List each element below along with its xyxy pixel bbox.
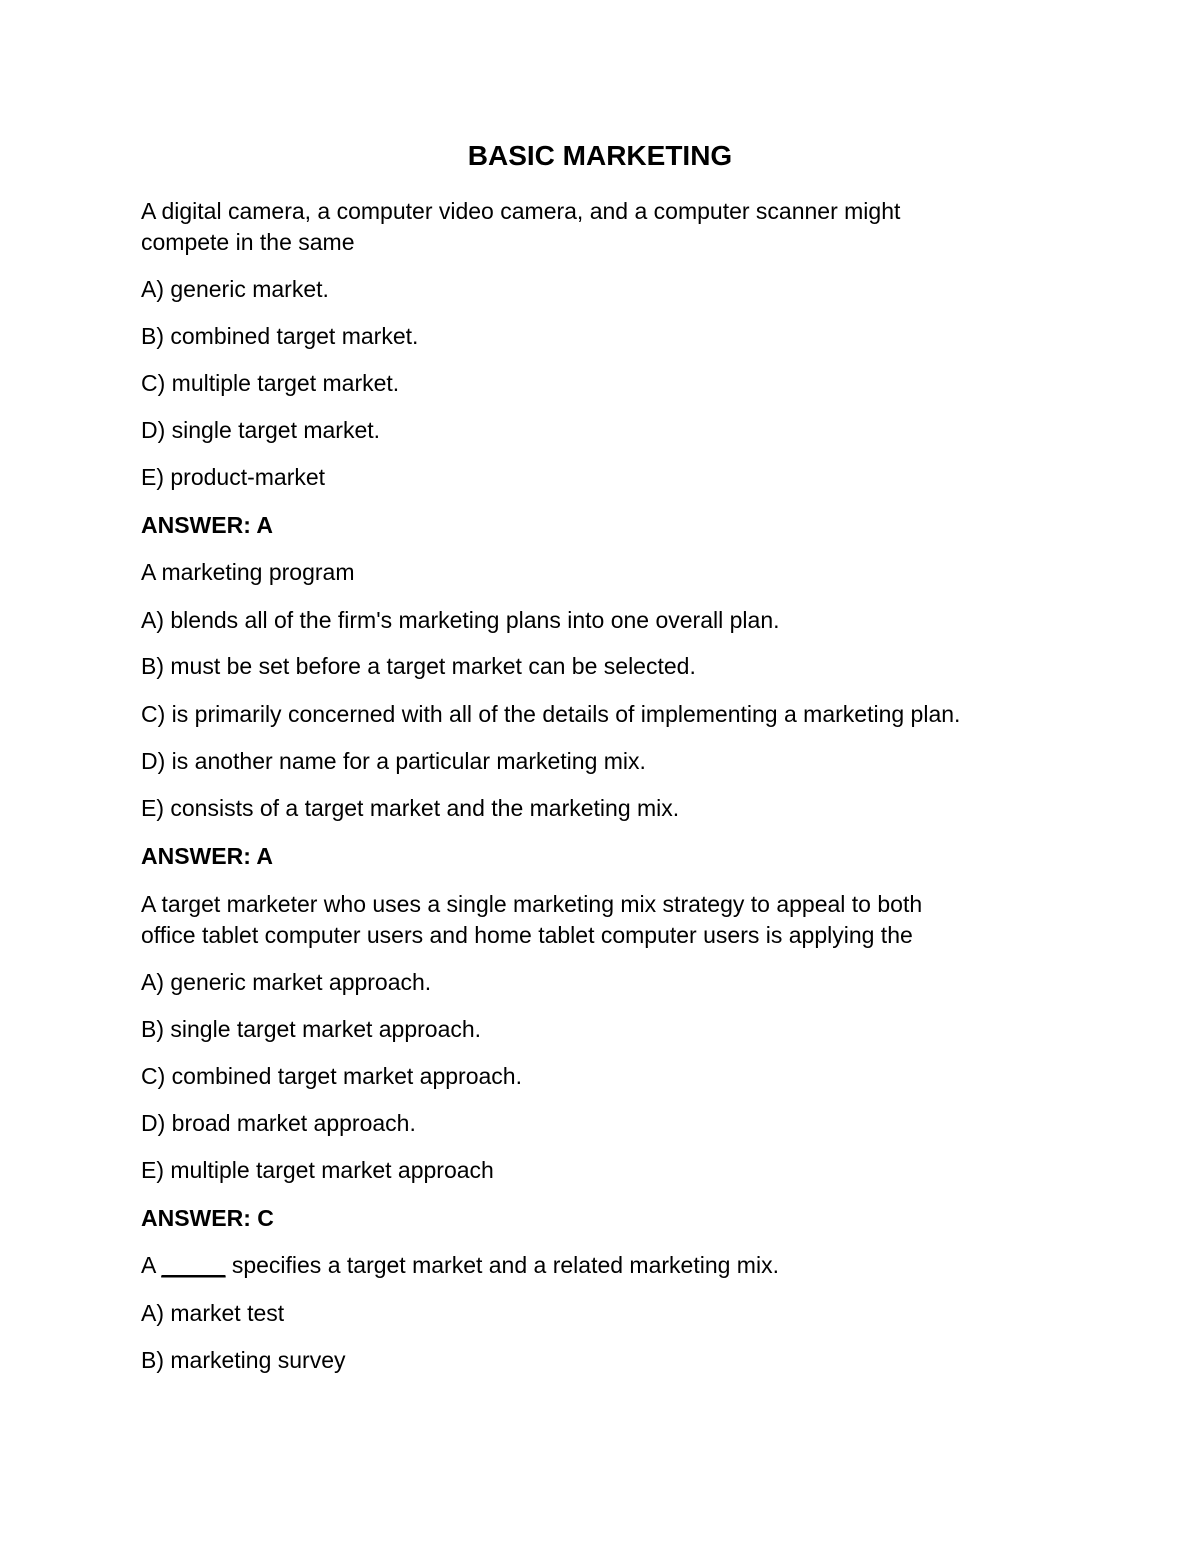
question-3-option-b: B) single target market approach. bbox=[141, 1016, 482, 1042]
question-2-answer: ANSWER: A bbox=[141, 843, 274, 869]
question-4-blank: _____ bbox=[161, 1252, 226, 1278]
question-1-option-a: A) generic market. bbox=[141, 276, 329, 302]
question-3-option-a: A) generic market approach. bbox=[141, 969, 432, 995]
question-3-option-d: D) broad market approach. bbox=[141, 1110, 416, 1136]
question-4-stem bbox=[141, 1250, 1071, 1281]
question-2-option-e: E) consists of a target market and the marketing mix. bbox=[141, 795, 680, 821]
question-3-stem-line-1: A target marketer who uses a single marketing mix strategy to appeal to both bbox=[141, 891, 923, 917]
question-3-answer: ANSWER: C bbox=[141, 1205, 274, 1231]
document-title: BASIC MARKETING bbox=[467, 140, 733, 171]
question-2-stem-line-1: A marketing program bbox=[141, 559, 355, 585]
question-4-option-b: B) marketing survey bbox=[141, 1347, 346, 1373]
question-3-option-c: C) combined target market approach. bbox=[141, 1063, 522, 1089]
question-1-stem-line-1: A digital camera, a computer video camera, and a computer scanner might bbox=[141, 198, 901, 224]
question-4-option-a: A) market test bbox=[141, 1300, 285, 1326]
question-1-answer: ANSWER: A bbox=[141, 512, 274, 538]
question-1-stem-line-2: compete in the same bbox=[141, 229, 355, 255]
question-2-option-c: C) is primarily concerned with all of the details of implementing a marketing plan. bbox=[141, 701, 961, 727]
question-4-stem-rest: specifies a target market and a related marketing mix. bbox=[225, 1252, 779, 1278]
question-3-stem-line-2: office tablet computer users and home tablet computer users is applying the bbox=[141, 922, 913, 948]
question-1-option-d: D) single target market. bbox=[141, 417, 381, 443]
question-1-option-e: E) product-market bbox=[141, 464, 326, 490]
question-1-option-b: B) combined target market. bbox=[141, 323, 419, 349]
question-1-option-c: C) multiple target market. bbox=[141, 370, 400, 396]
question-4-stem-lead: A bbox=[141, 1252, 162, 1278]
question-2-option-a: A) blends all of the firm's marketing plans into one overall plan. bbox=[141, 607, 780, 633]
question-2-option-d: D) is another name for a particular marketing mix. bbox=[141, 748, 646, 774]
question-3-option-e: E) multiple target market approach bbox=[141, 1157, 494, 1183]
question-2-option-b: B) must be set before a target market can be selected. bbox=[141, 653, 696, 679]
